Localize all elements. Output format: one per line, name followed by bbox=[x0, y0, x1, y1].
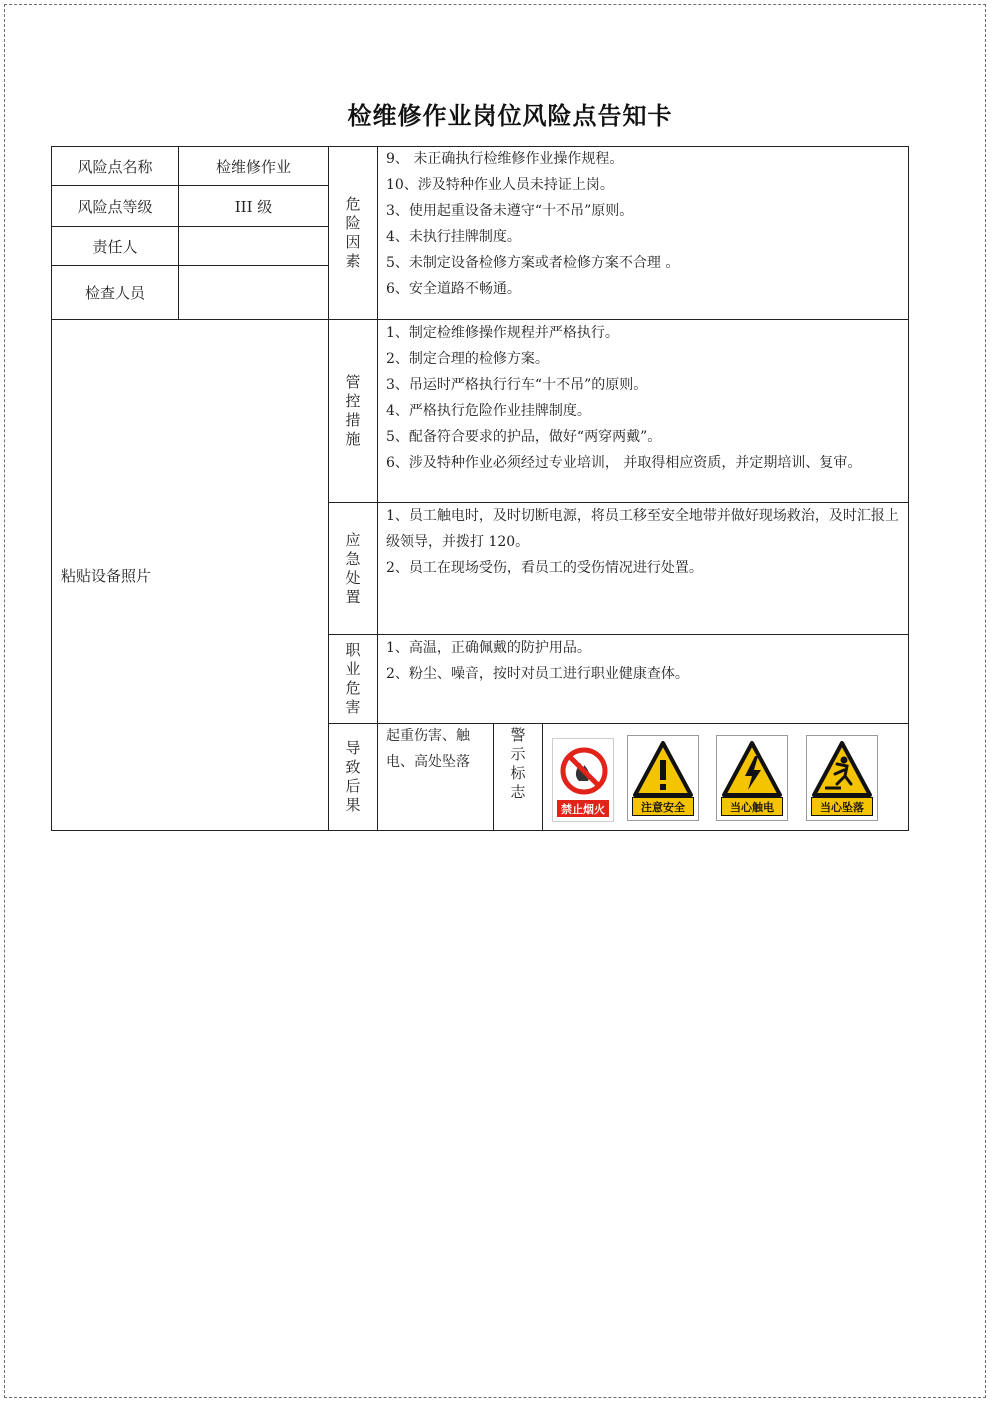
list-item: 9、 未正确执行检维修作业操作规程。 bbox=[386, 151, 624, 167]
hazards-list bbox=[386, 146, 904, 302]
list-item: 10、涉及特种作业人员未持证上岗。 bbox=[386, 177, 614, 193]
risk-name-label: 风险点名称 bbox=[77, 157, 153, 176]
controls-label: 管 控 措 施 bbox=[345, 373, 361, 448]
risk-name-value: 检维修作业 bbox=[215, 157, 291, 176]
risk-level-label: 风险点等级 bbox=[77, 197, 153, 216]
list-item: 1、高温，正确佩戴的防护用品。 bbox=[386, 640, 591, 656]
owner-label: 责任人 bbox=[92, 237, 138, 256]
list-item: 2、员工在现场受伤，看员工的受伤情况进行处置。 bbox=[386, 560, 703, 576]
list-item: 2、制定合理的检修方案。 bbox=[386, 351, 549, 367]
sign-label: 注意安全 bbox=[632, 797, 694, 816]
consequences-text: 起重伤害、触电、高处坠落 bbox=[386, 728, 470, 770]
emergency-label: 应 急 处 置 bbox=[345, 530, 361, 606]
sign-no-fire bbox=[552, 738, 614, 822]
consequences-label: 导 致 后 果 bbox=[345, 739, 361, 814]
page-title: 检维修作业岗位风险点告知卡 bbox=[347, 101, 673, 130]
list-item: 5、配备符合要求的护品，做好“两穿两戴”。 bbox=[386, 429, 662, 445]
warning-label: 警 示 标 志 bbox=[510, 726, 526, 801]
occupational-label: 职 业 危 害 bbox=[345, 641, 361, 716]
fall-hazard-icon bbox=[811, 740, 873, 800]
equipment-photo-placeholder[interactable] bbox=[52, 320, 328, 830]
list-item: 4、严格执行危险作业挂牌制度。 bbox=[386, 403, 591, 419]
photo-label: 粘贴设备照片 bbox=[61, 566, 152, 585]
list-item: 3、使用起重设备未遵守“十不吊”原则。 bbox=[386, 203, 634, 219]
list-item: 1、制定检维修操作规程并严格执行。 bbox=[386, 325, 619, 341]
list-item: 5、未制定设备检修方案或者检修方案不合理 。 bbox=[386, 255, 680, 271]
caution-icon bbox=[632, 740, 694, 800]
hazards-label: 危 险 因 素 bbox=[345, 195, 361, 270]
sign-fall-hazard bbox=[806, 735, 878, 821]
electric-shock-icon bbox=[721, 740, 783, 800]
emergency-list bbox=[386, 503, 904, 581]
owner-value[interactable] bbox=[179, 227, 328, 265]
sign-label: 当心坠落 bbox=[811, 797, 873, 816]
list-item: 2、粉尘、噪音，按时对员工进行职业健康查体。 bbox=[386, 666, 689, 682]
list-item: 6、安全道路不畅通。 bbox=[386, 281, 521, 297]
occupational-list bbox=[386, 635, 904, 687]
divider bbox=[377, 147, 378, 830]
list-item: 1、员工触电时，及时切断电源，将员工移至安全地带并做好现场救治，及时汇报上级领导，并拨打 120。 bbox=[386, 508, 899, 550]
sign-electric-shock bbox=[716, 735, 788, 821]
inspector-label: 检查人员 bbox=[84, 284, 145, 302]
sign-caution bbox=[627, 735, 699, 821]
list-item: 4、未执行挂牌制度。 bbox=[386, 229, 521, 245]
controls-list bbox=[386, 320, 904, 476]
sign-label: 当心触电 bbox=[721, 797, 783, 816]
risk-level-value: III 级 bbox=[234, 197, 273, 216]
no-fire-icon bbox=[557, 743, 611, 801]
divider bbox=[542, 723, 543, 830]
list-item: 3、吊运时严格执行行车“十不吊”的原则。 bbox=[386, 377, 648, 393]
list-item: 6、涉及特种作业必须经过专业培训， 并取得相应资质，并定期培训、复审。 bbox=[386, 455, 862, 471]
risk-card bbox=[51, 146, 909, 831]
inspector-value[interactable] bbox=[179, 266, 328, 319]
sign-label: 禁止烟火 bbox=[557, 800, 609, 817]
